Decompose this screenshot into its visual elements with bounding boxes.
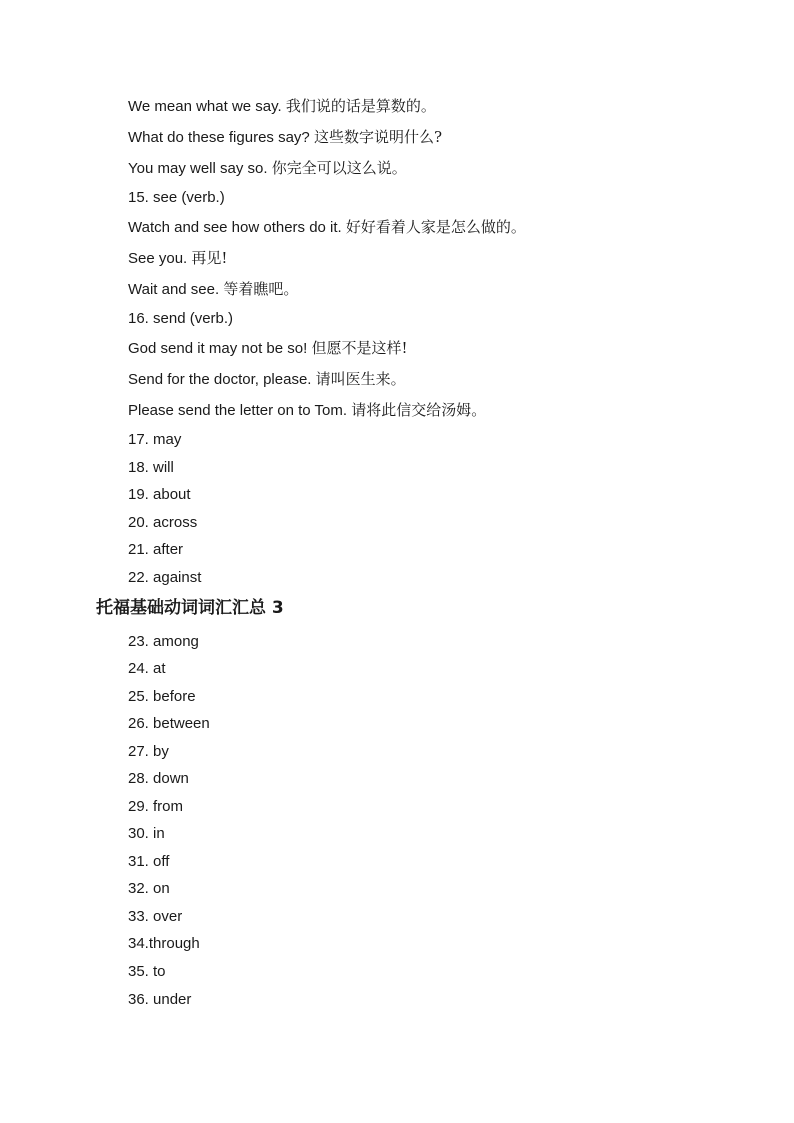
english-text: 15. see (verb.) xyxy=(128,189,225,206)
text-line xyxy=(128,248,227,269)
list-item: 30. in xyxy=(128,825,165,842)
list-item: 35. to xyxy=(128,963,166,980)
list-item: 28. down xyxy=(128,770,189,787)
list-item: 26. between xyxy=(128,715,210,732)
english-text: You may well say so. xyxy=(128,160,268,177)
english-text: See you. xyxy=(128,250,188,267)
list-item: 31. off xyxy=(128,853,170,870)
list-item: 25. before xyxy=(128,688,196,705)
english-text: 18. will xyxy=(128,459,174,476)
chinese-text: 等着瞧吧。 xyxy=(223,280,299,298)
list-item: 24. at xyxy=(128,660,166,677)
english-text: 19. about xyxy=(128,486,191,503)
text-line xyxy=(128,369,406,390)
english-text: What do these figures say? xyxy=(128,129,310,146)
list-item: 32. on xyxy=(128,880,170,897)
text-line xyxy=(128,217,526,238)
chinese-text: 但愿不是这样! xyxy=(311,339,408,357)
english-text: 21. after xyxy=(128,541,184,558)
list-item xyxy=(128,458,174,478)
list-item xyxy=(128,513,197,533)
english-text: 16. send (verb.) xyxy=(128,310,234,327)
text-line xyxy=(128,127,442,148)
english-text: Please send the letter on to Tom. xyxy=(128,402,348,419)
text-line xyxy=(128,158,407,179)
english-text: 20. across xyxy=(128,514,198,531)
text-line xyxy=(128,400,486,421)
text-line xyxy=(128,96,436,117)
list-item: 36. under xyxy=(128,991,192,1008)
entry-heading xyxy=(128,309,233,329)
section-heading: 托福基础动词词汇汇总 3 xyxy=(96,598,284,618)
list-item: 29. from xyxy=(128,798,184,815)
english-text: Wait and see. xyxy=(128,281,220,298)
entry-heading xyxy=(128,188,225,208)
english-text: Send for the doctor, please. xyxy=(128,371,312,388)
english-text: God send it may not be so! xyxy=(128,340,308,357)
list-item: 34.through xyxy=(128,935,200,952)
english-text: 17. may xyxy=(128,431,182,448)
text-line xyxy=(128,338,407,359)
list-item: 27. by xyxy=(128,743,169,760)
list-item xyxy=(128,540,183,560)
list-item: 23. among xyxy=(128,633,199,650)
chinese-text: 请叫医生来。 xyxy=(315,370,406,388)
english-text: Watch and see how others do it. xyxy=(128,219,342,236)
english-text: 22. against xyxy=(128,569,202,586)
chinese-text: 这些数字说明什么? xyxy=(313,128,442,146)
chinese-text: 你完全可以这么说。 xyxy=(271,159,407,177)
text-line xyxy=(128,279,298,300)
list-item: 33. over xyxy=(128,908,183,925)
chinese-text: 我们说的话是算数的。 xyxy=(285,97,436,115)
list-item xyxy=(128,568,201,588)
chinese-text: 请将此信交给汤姆。 xyxy=(351,401,487,419)
chinese-text: 好好看着人家是怎么做的。 xyxy=(345,218,526,236)
chinese-text: 再见! xyxy=(191,249,228,267)
list-item xyxy=(128,430,181,450)
list-item xyxy=(128,485,191,505)
english-text: We mean what we say. xyxy=(128,98,282,115)
